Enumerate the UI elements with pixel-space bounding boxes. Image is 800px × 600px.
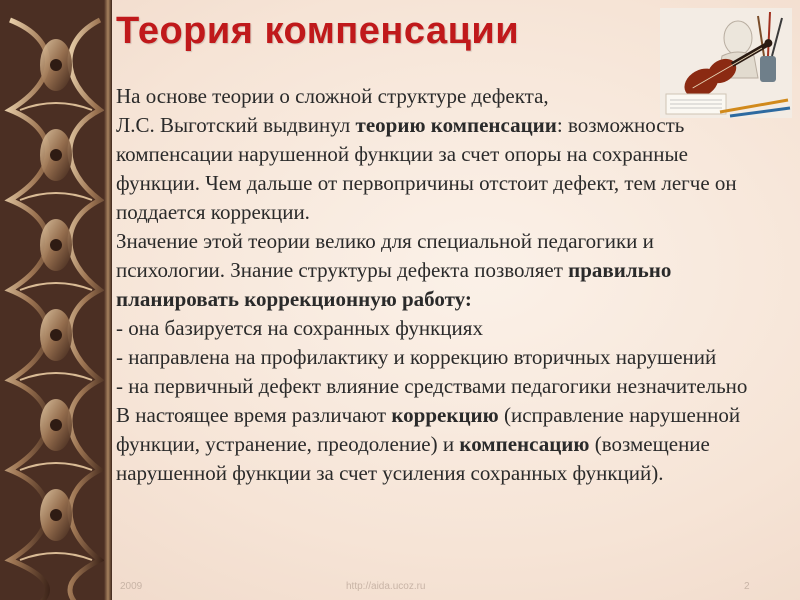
paragraph-significance: [116, 227, 766, 314]
bullet-item: - она базируется на сохранных функциях: [116, 316, 483, 340]
ornament-pattern: [0, 0, 112, 600]
paragraph-theory: [116, 82, 766, 227]
ornament-edge: [104, 0, 112, 600]
paragraph-distinction: [116, 401, 766, 488]
footer-url: http://aida.ucoz.ru: [346, 581, 426, 592]
text-span: В настоящее время различают: [116, 403, 392, 427]
bold-term-correction: коррекцию: [391, 403, 499, 427]
bullet-item: - направлена на профилактику и коррекцию вторичных нарушений: [116, 345, 717, 369]
footer-page-number: 2: [744, 581, 750, 592]
bullet-item: - на первичный дефект влияние средствами педагогики незначительно: [116, 374, 748, 398]
text-span: (возмещение нарушенной функции за счет усиления сохранных функций).: [116, 432, 710, 485]
footer-date: 2009: [120, 581, 143, 592]
ornament-border: [0, 0, 112, 600]
text-span: На основе теории о сложной структуре дефекта,: [116, 84, 549, 108]
bold-term-plan-work: правильно планировать коррекционную работу:: [116, 258, 672, 311]
slide-title: Теория компенсации: [116, 10, 520, 52]
text-span: : возможность компенсации нарушенной функции за счет опоры на сохранные функции. Чем дальше от первопричины отстоит дефект, тем легче он поддается коррекции.: [116, 113, 737, 224]
text-span: (исправление нарушенной функции, устранение, преодоление) и: [116, 403, 741, 456]
text-span: Л.С. Выготский выдвинул: [116, 113, 356, 137]
bold-term-compensation: компенсацию: [459, 432, 590, 456]
slide-body: [116, 82, 766, 488]
text-span: Значение этой теории велико для специальной педагогики и психологии. Знание структуры дефекта позволяет: [116, 229, 654, 282]
bold-term-compensation-theory: теорию компенсации: [355, 113, 557, 137]
